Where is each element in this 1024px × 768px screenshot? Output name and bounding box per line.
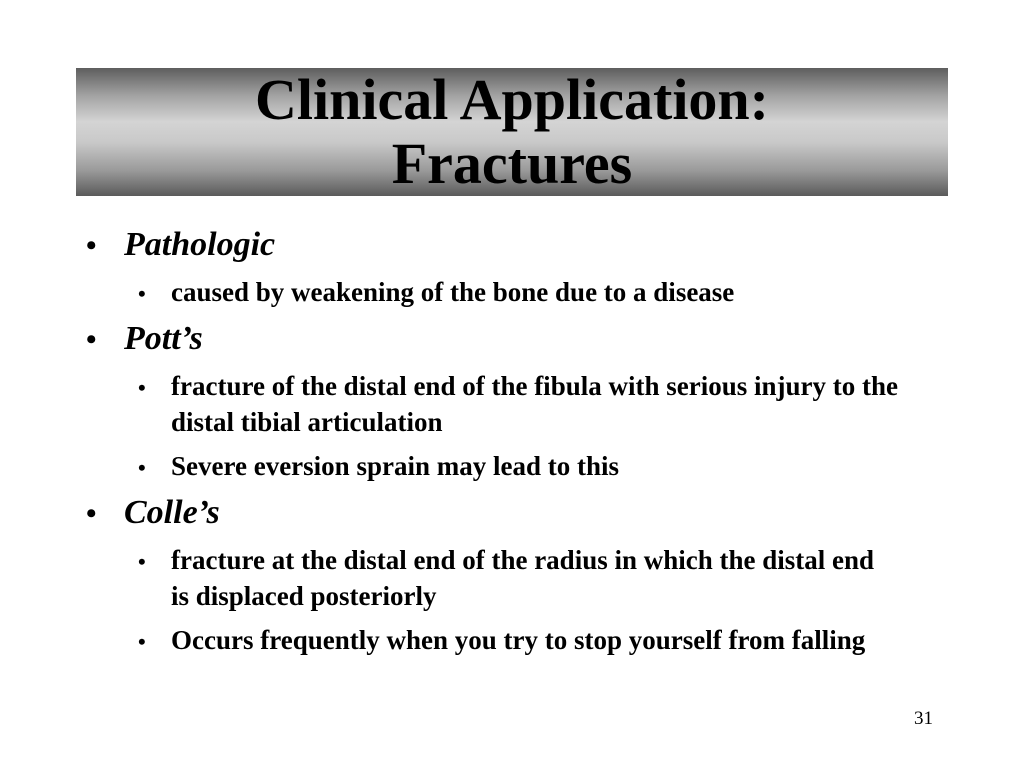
sub-bullet-text: caused by weakening of the bone due to a disease — [171, 277, 735, 307]
bullet-icon: • — [86, 497, 97, 530]
bullet-icon: • — [138, 375, 146, 400]
sub-bullet — [138, 448, 898, 486]
sub-bullet-text: Severe eversion sprain may lead to this — [171, 451, 619, 481]
sub-bullet — [138, 274, 898, 312]
bullet-list — [86, 226, 966, 668]
slide-title-line-2: Fractures — [391, 131, 633, 196]
bullet-icon: • — [86, 229, 97, 262]
bullet-icon: • — [138, 455, 146, 480]
bullet-heading-colles — [86, 494, 966, 532]
bullet-icon: • — [86, 323, 97, 356]
sub-bullet-text: fracture at the distal end of the radius in which the distal end is displaced posteriorly — [171, 545, 875, 611]
bullet-heading-text: Pathologic — [124, 226, 276, 263]
bullet-heading-text: Pott’s — [124, 320, 203, 357]
bullet-icon: • — [138, 549, 146, 574]
sub-bullet — [138, 368, 898, 440]
sub-bullet — [138, 542, 898, 614]
bullet-heading-potts — [86, 320, 966, 358]
slide-title — [76, 68, 948, 196]
sub-bullet — [138, 622, 898, 660]
bullet-heading-pathologic — [86, 226, 966, 264]
page-number: 31 — [914, 708, 933, 729]
bullet-icon: • — [138, 629, 146, 654]
slide-title-line-1: Clinical Application: — [254, 67, 769, 132]
sub-bullet-text: Occurs frequently when you try to stop yourself from falling — [171, 625, 866, 655]
sub-bullet-text: fracture of the distal end of the fibula with serious injury to the distal tibial articulation — [171, 371, 898, 437]
bullet-icon: • — [138, 281, 146, 306]
bullet-heading-text: Colle’s — [124, 494, 220, 531]
